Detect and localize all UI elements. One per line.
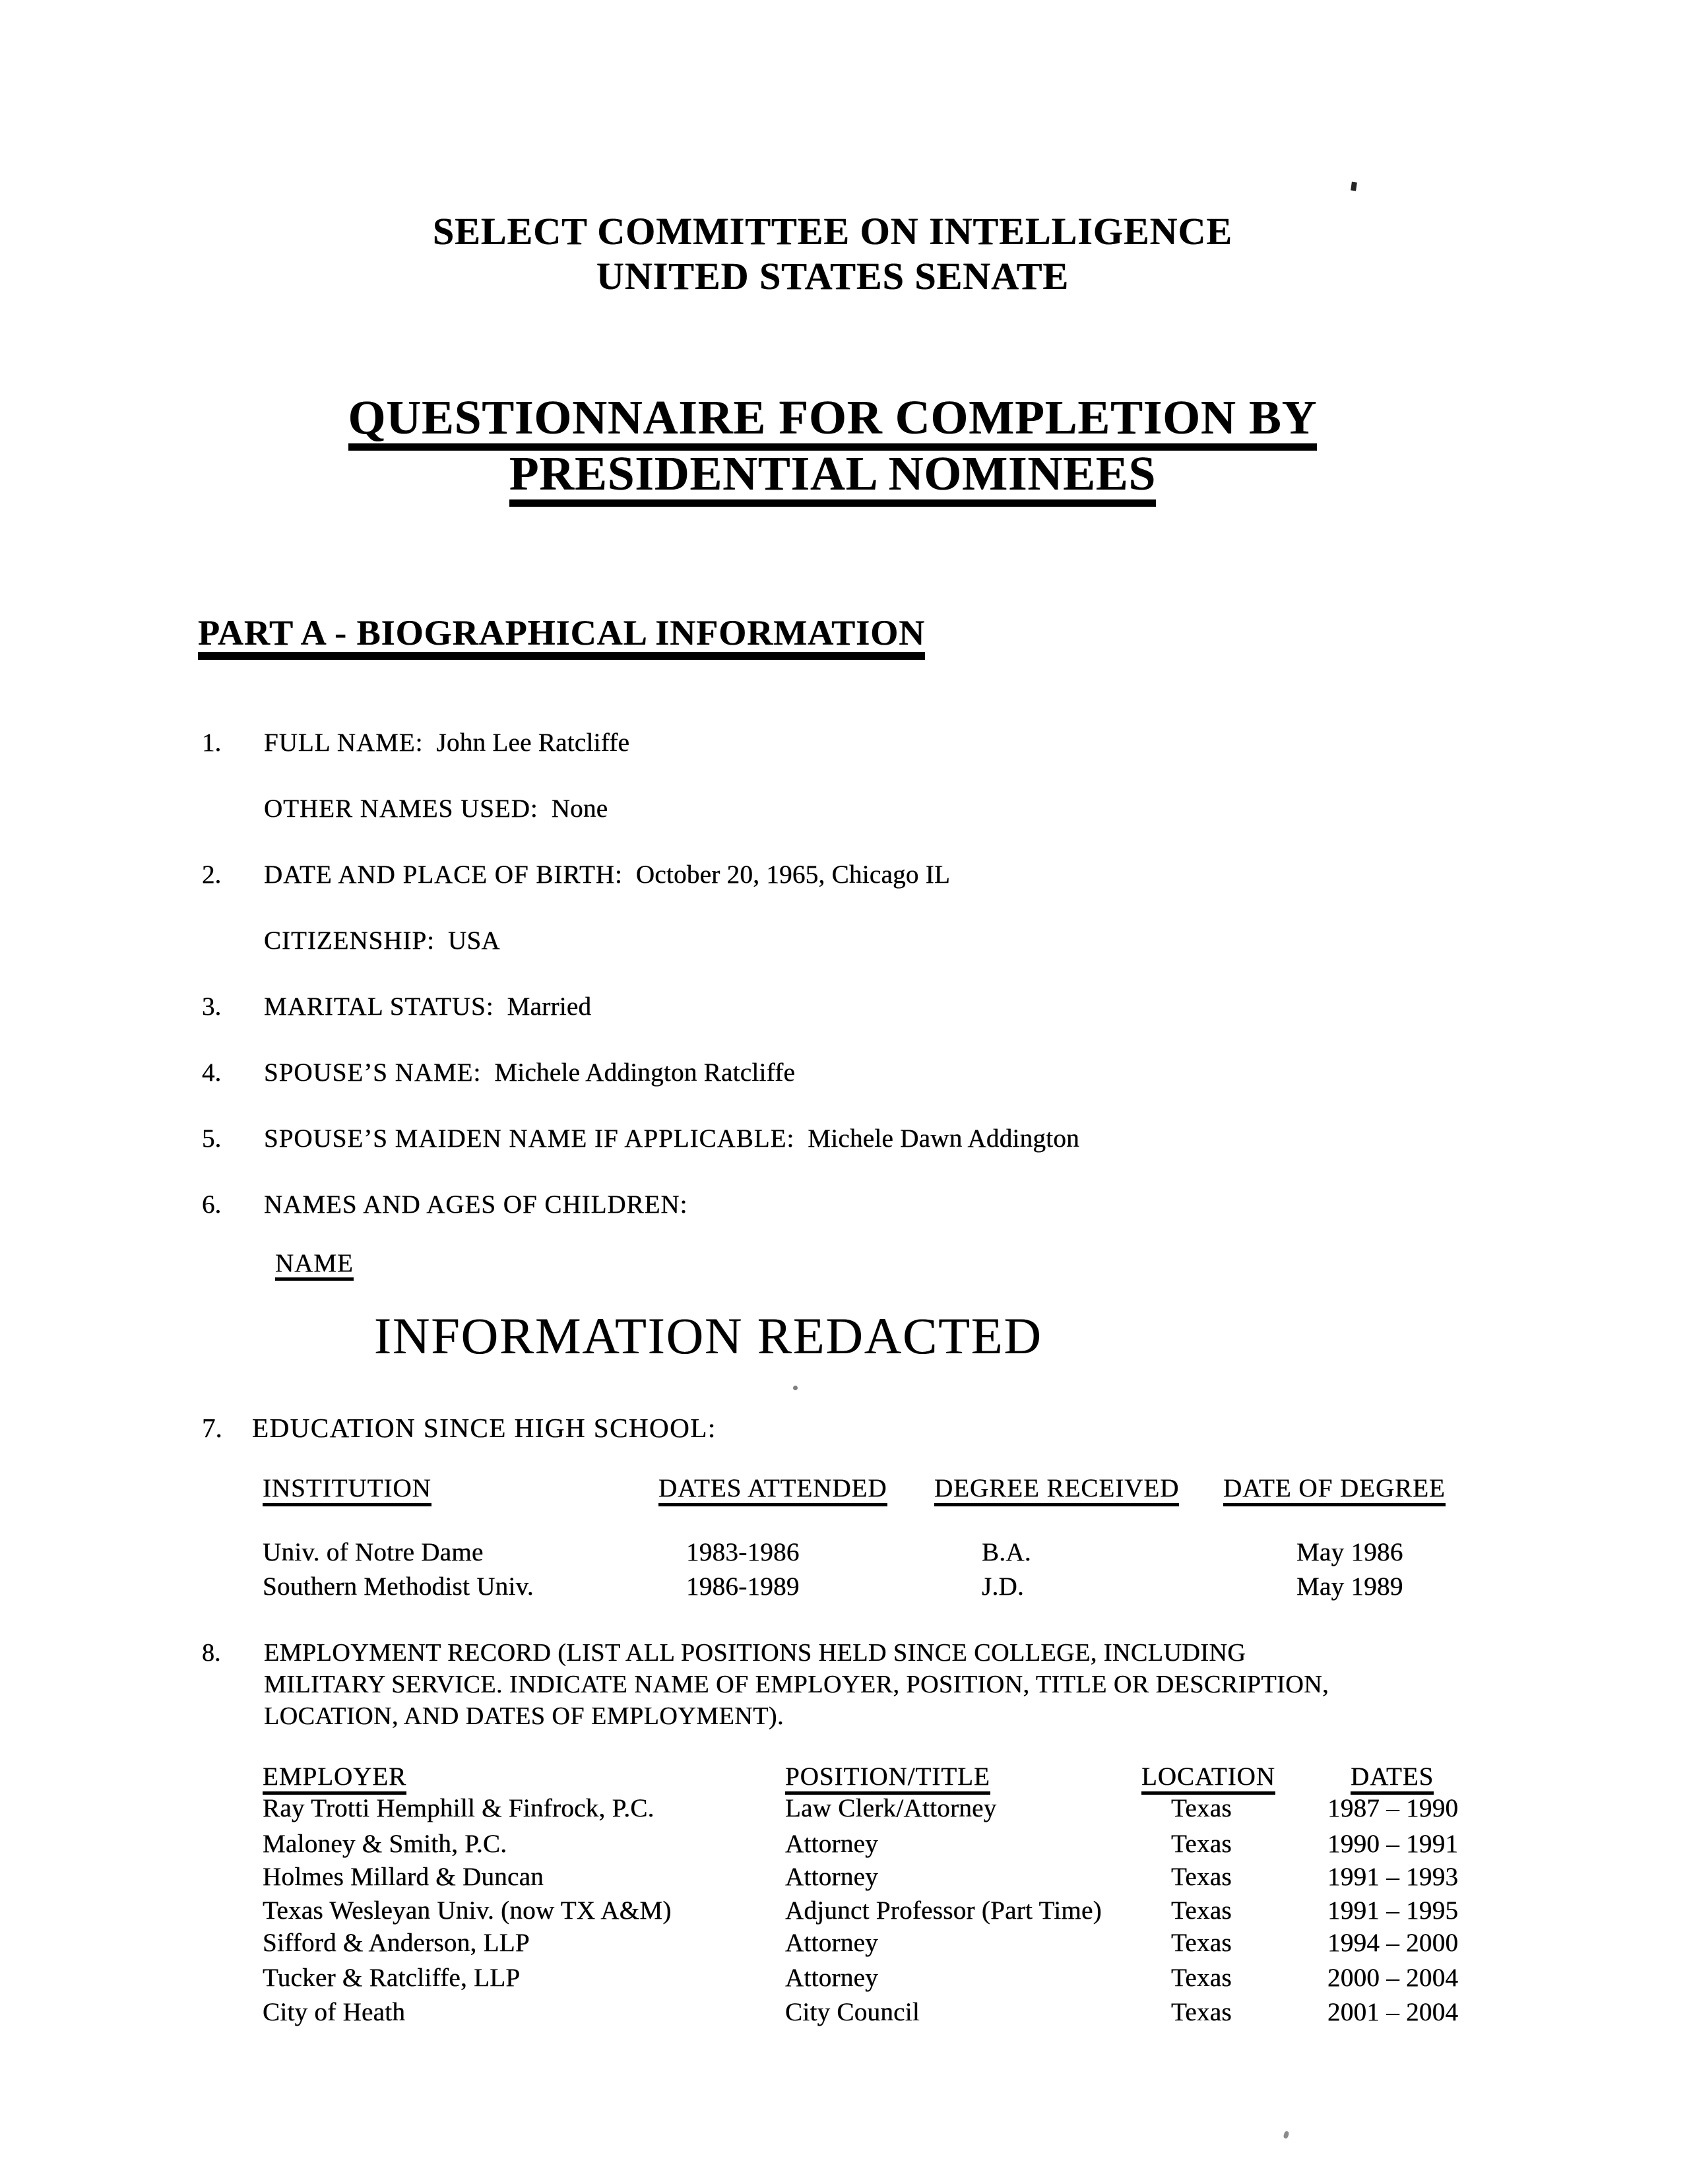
education-label: EDUCATION SINCE HIGH SCHOOL: — [252, 1413, 717, 1443]
employer-cell: Tucker & Ratcliffe, LLP — [263, 1964, 521, 1992]
dates-attended-cell: 1986-1989 — [686, 1572, 800, 1601]
section-heading-text: PART A - BIOGRAPHICAL INFORMATION — [198, 614, 925, 660]
location-cell: Texas — [1171, 1929, 1232, 1957]
education-header-dates-attended: DATES ATTENDED — [658, 1473, 887, 1506]
section-heading — [198, 612, 925, 660]
other-names-label: OTHER NAMES USED: — [264, 794, 538, 823]
redaction-notice: INFORMATION REDACTED — [374, 1307, 1042, 1365]
degree-cell: B.A. — [982, 1538, 1031, 1566]
item-number: 4. — [202, 1058, 222, 1087]
education-header-degree-received: DEGREE RECEIVED — [934, 1473, 1179, 1506]
spouse-maiden-name-value: Michele Dawn Addington — [808, 1124, 1079, 1153]
birth-value: October 20, 1965, Chicago IL — [635, 860, 951, 889]
employment-header-employer: EMPLOYER — [263, 1762, 406, 1795]
dates-cell: 1991 – 1995 — [1327, 1896, 1459, 1925]
date-of-degree-cell: May 1986 — [1296, 1538, 1403, 1566]
spouse-name-value: Michele Addington Ratcliffe — [494, 1058, 796, 1087]
item-number: 2. — [202, 860, 222, 889]
date-of-degree-cell: May 1989 — [1296, 1572, 1403, 1601]
item-number: 5. — [202, 1124, 222, 1153]
employment-header-dates: DATES — [1351, 1762, 1434, 1795]
employer-cell: City of Heath — [263, 1998, 406, 2026]
position-cell: Attorney — [785, 1964, 879, 1992]
birth-label: DATE AND PLACE OF BIRTH: — [264, 860, 623, 889]
employer-cell: Holmes Millard & Duncan — [263, 1863, 544, 1891]
employment-header-position-title: POSITION/TITLE — [785, 1762, 990, 1795]
dates-cell: 2001 – 2004 — [1327, 1998, 1459, 2026]
location-cell: Texas — [1171, 1896, 1232, 1925]
document-title-line-2 — [0, 446, 1665, 507]
position-cell: Adjunct Professor (Part Time) — [785, 1896, 1102, 1925]
position-cell: Attorney — [785, 1863, 879, 1891]
children-label: NAMES AND AGES OF CHILDREN: — [264, 1190, 688, 1219]
dates-cell: 1987 – 1990 — [1327, 1794, 1459, 1822]
position-cell: City Council — [785, 1998, 920, 2026]
committee-name: SELECT COMMITTEE ON INTELLIGENCE — [432, 210, 1233, 253]
item-number: 8. — [202, 1639, 221, 1667]
location-cell: Texas — [1171, 1794, 1232, 1822]
document-title-line-1-text: QUESTIONNAIRE FOR COMPLETION BY — [348, 393, 1318, 451]
location-cell: Texas — [1171, 1964, 1232, 1992]
location-cell: Texas — [1171, 1998, 1232, 2026]
citizenship-label: CITIZENSHIP: — [264, 926, 435, 955]
document-title-line-1 — [0, 390, 1665, 451]
scan-artifact — [1283, 2131, 1289, 2139]
employment-header-location: LOCATION — [1141, 1762, 1275, 1795]
item-number: 7. — [202, 1413, 222, 1443]
employer-cell: Maloney & Smith, P.C. — [263, 1830, 507, 1858]
full-name-label: FULL NAME: — [264, 728, 424, 757]
employment-question-line-2: MILITARY SERVICE. INDICATE NAME OF EMPLOYER, POSITION, TITLE OR DESCRIPTION, — [264, 1671, 1329, 1698]
dates-attended-cell: 1983-1986 — [686, 1538, 800, 1566]
position-cell: Attorney — [785, 1929, 879, 1957]
dates-cell: 1991 – 1993 — [1327, 1863, 1459, 1891]
employer-cell: Sifford & Anderson, LLP — [263, 1929, 530, 1957]
employment-question-line-1: EMPLOYMENT RECORD (LIST ALL POSITIONS HELD SINCE COLLEGE, INCLUDING — [264, 1639, 1246, 1667]
institution-cell: Southern Methodist Univ. — [263, 1572, 534, 1601]
marital-status-value: Married — [507, 992, 592, 1021]
position-cell: Law Clerk/Attorney — [785, 1794, 997, 1822]
location-cell: Texas — [1171, 1830, 1232, 1858]
item-number: 6. — [202, 1190, 222, 1219]
document-title-line-2-text: PRESIDENTIAL NOMINEES — [509, 449, 1156, 507]
children-name-column-header — [275, 1248, 354, 1281]
dates-cell: 1994 – 2000 — [1327, 1929, 1459, 1957]
marital-status-label: MARITAL STATUS: — [264, 992, 494, 1021]
dates-cell: 2000 – 2004 — [1327, 1964, 1459, 1992]
item-number: 1. — [202, 728, 222, 757]
children-name-column-header-text: NAME — [275, 1250, 354, 1281]
spouse-maiden-name-label: SPOUSE’S MAIDEN NAME IF APPLICABLE: — [264, 1124, 795, 1153]
education-header-date-of-degree: DATE OF DEGREE — [1223, 1473, 1446, 1506]
scan-artifact — [793, 1386, 798, 1390]
dates-cell: 1990 – 1991 — [1327, 1830, 1459, 1858]
institution-cell: Univ. of Notre Dame — [263, 1538, 484, 1566]
other-names-value: None — [551, 794, 608, 823]
item-number: 3. — [202, 992, 222, 1021]
spouse-name-label: SPOUSE’S NAME: — [264, 1058, 482, 1087]
employer-cell: Ray Trotti Hemphill & Finfrock, P.C. — [263, 1794, 654, 1822]
location-cell: Texas — [1171, 1863, 1232, 1891]
chamber-name: UNITED STATES SENATE — [596, 255, 1069, 298]
employment-question-line-3: LOCATION, AND DATES OF EMPLOYMENT). — [264, 1702, 784, 1730]
education-header-institution: INSTITUTION — [263, 1473, 431, 1506]
full-name-value: John Lee Ratcliffe — [436, 728, 630, 757]
scan-artifact — [1351, 182, 1357, 191]
degree-cell: J.D. — [982, 1572, 1025, 1601]
employer-cell: Texas Wesleyan Univ. (now TX A&M) — [263, 1896, 672, 1925]
citizenship-value: USA — [448, 926, 500, 955]
position-cell: Attorney — [785, 1830, 879, 1858]
